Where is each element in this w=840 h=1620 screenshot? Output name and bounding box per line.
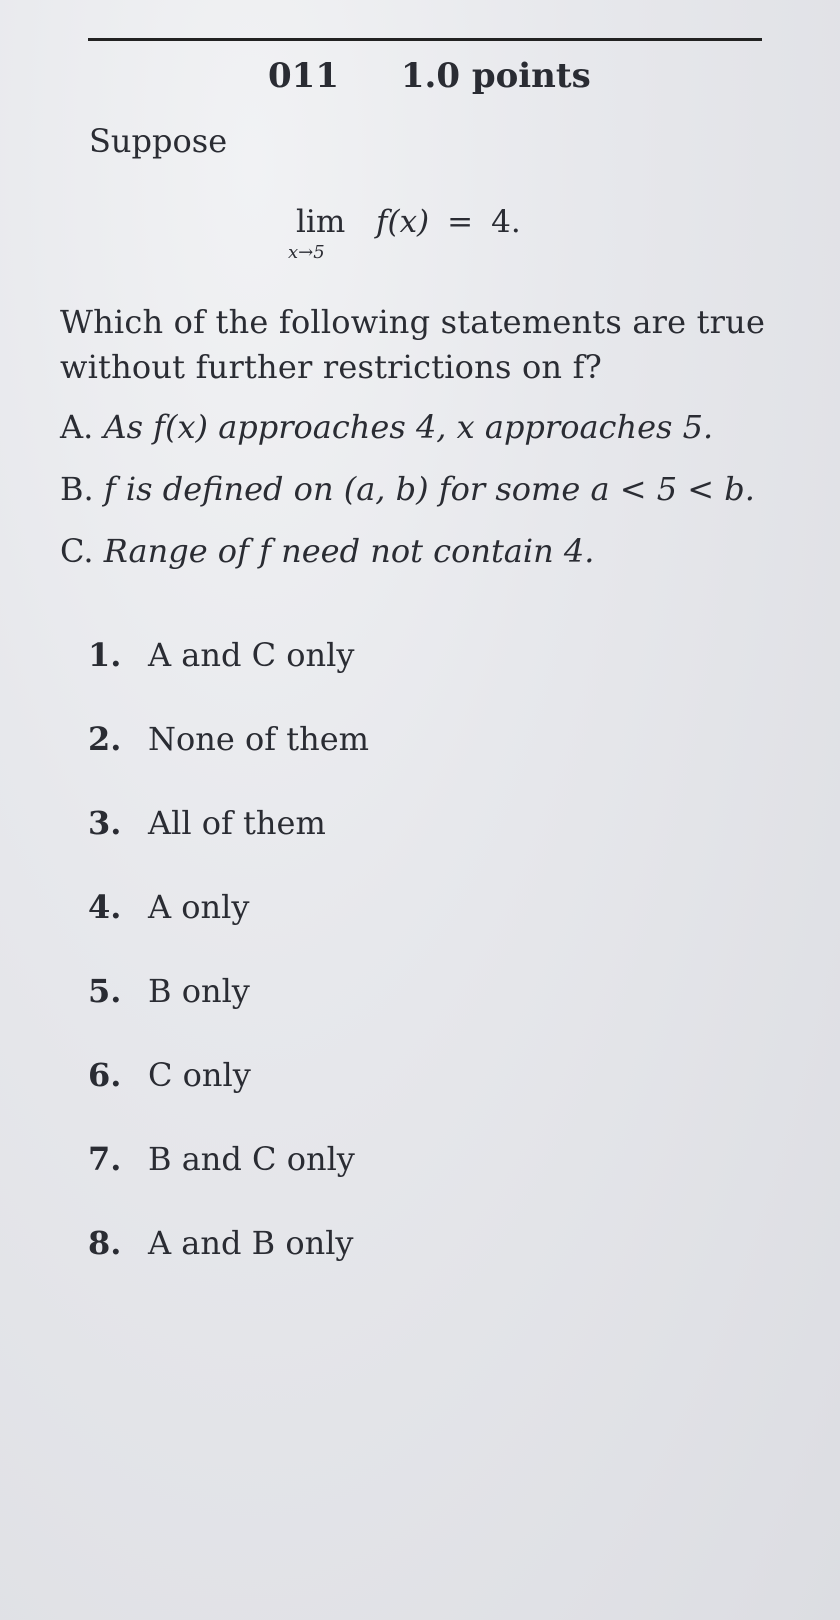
answer-option-5[interactable] xyxy=(88,972,369,1056)
answer-option-1[interactable] xyxy=(88,636,369,720)
statement-label: B. xyxy=(60,470,94,508)
answer-option-4[interactable] xyxy=(88,888,369,972)
limit-body xyxy=(376,204,521,240)
statement-text: Range of f need not contain 4. xyxy=(103,532,595,570)
statement-label: A. xyxy=(60,408,94,446)
intro-text: Suppose xyxy=(89,122,228,160)
option-text: A and C only xyxy=(148,636,355,674)
option-number: 1. xyxy=(88,636,122,674)
option-text: All of them xyxy=(148,804,326,842)
option-number: 7. xyxy=(88,1140,122,1178)
top-rule xyxy=(88,38,762,41)
option-text: B and C only xyxy=(148,1140,355,1178)
option-text: A and B only xyxy=(148,1224,354,1262)
question-points: 1.0 points xyxy=(400,56,591,96)
statement-text: As f(x) approaches 4, x approaches 5. xyxy=(103,408,714,446)
question-text: Which of the following statements are true without further restrictions on f? xyxy=(60,303,766,386)
statement-c xyxy=(60,532,594,570)
statement-label: C. xyxy=(60,532,94,570)
answer-option-3[interactable] xyxy=(88,804,369,888)
option-number: 4. xyxy=(88,888,122,926)
answer-option-7[interactable] xyxy=(88,1140,369,1224)
option-text: C only xyxy=(148,1056,251,1094)
limit-equals: = xyxy=(447,204,474,240)
option-text: B only xyxy=(148,972,250,1010)
limit-operator: lim xyxy=(296,204,346,240)
option-number: 3. xyxy=(88,804,122,842)
question-header xyxy=(268,56,591,96)
answer-option-8[interactable] xyxy=(88,1224,369,1308)
statement-b xyxy=(60,470,755,508)
statement-text: f is defined on (a, b) for some a < 5 < b. xyxy=(103,470,755,508)
limit-function: f(x) xyxy=(376,204,430,240)
option-number: 2. xyxy=(88,720,122,758)
option-number: 8. xyxy=(88,1224,122,1262)
limit-subscript: x→5 xyxy=(288,242,325,263)
answer-option-6[interactable] xyxy=(88,1056,369,1140)
limit-value: 4. xyxy=(491,204,521,240)
option-number: 6. xyxy=(88,1056,122,1094)
statement-a xyxy=(60,408,713,446)
option-text: A only xyxy=(148,888,250,926)
option-text: None of them xyxy=(148,720,370,758)
answer-option-2[interactable] xyxy=(88,720,369,804)
question-number: 011 xyxy=(268,56,339,96)
answer-options xyxy=(88,636,369,1308)
option-number: 5. xyxy=(88,972,122,1010)
